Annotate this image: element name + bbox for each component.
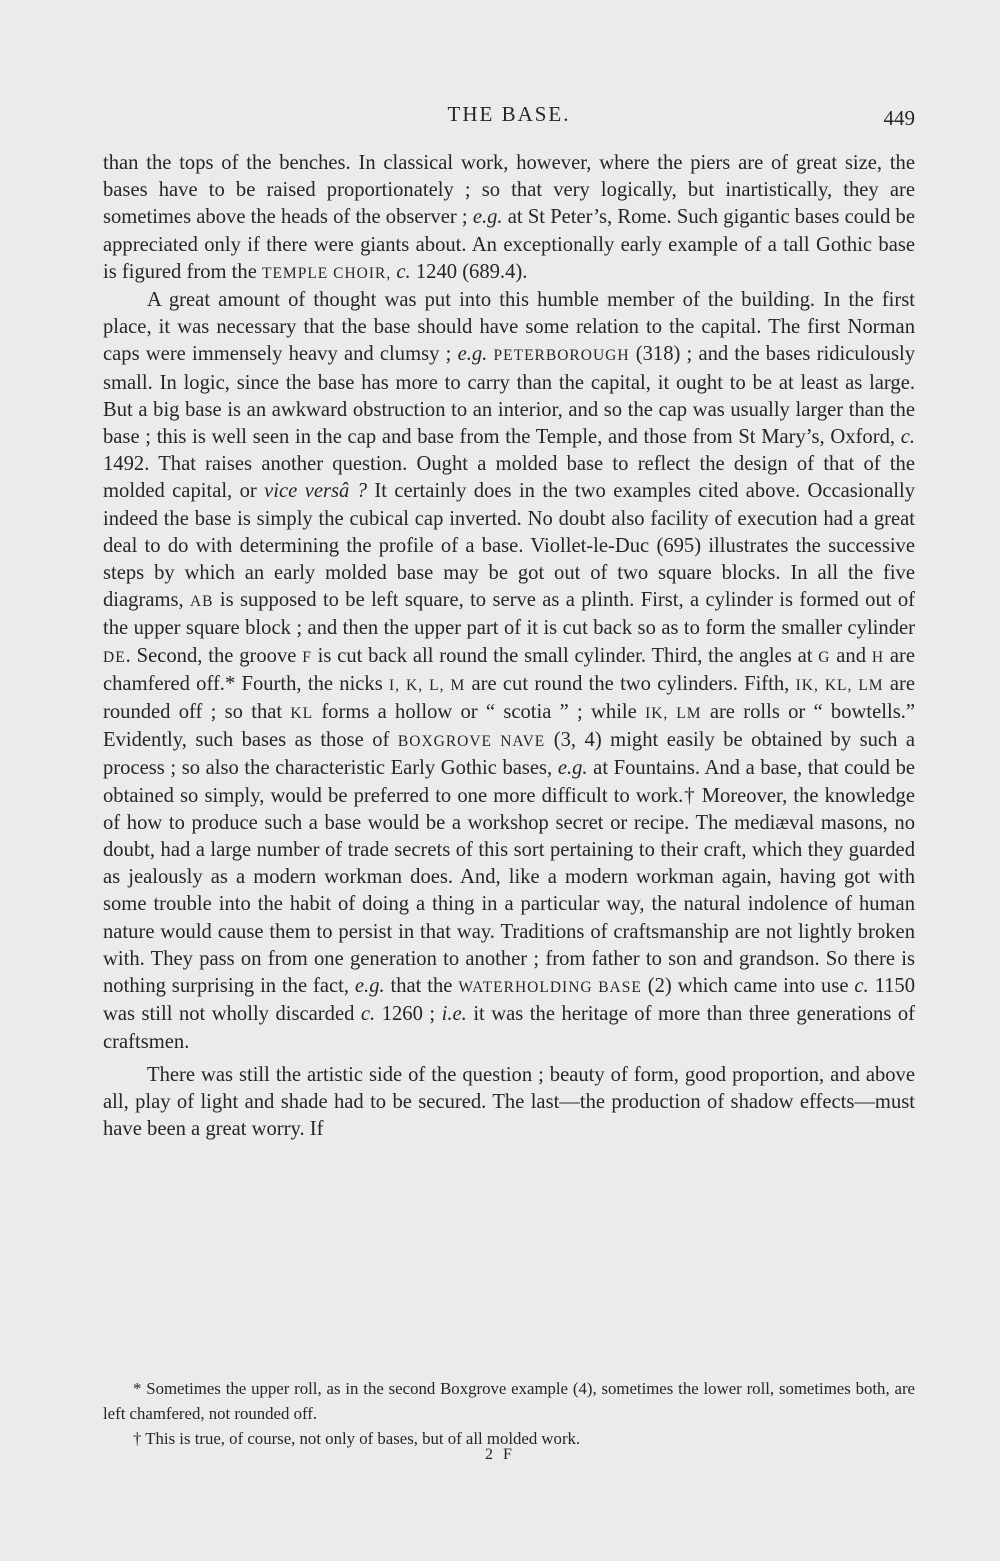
text-run: . Second, the groove bbox=[125, 644, 303, 667]
small-caps-text: F bbox=[302, 648, 312, 666]
text-run: is cut back all round the small cylinder. Third, the angles at bbox=[311, 644, 819, 667]
text-run: than the tops of the benches. In classical work, however, where the piers are of great size, the bases have to be raised proportionately ; so that very logically, but inartistically, they are sometimes above the heads of the observer ; bbox=[103, 152, 915, 229]
small-caps-text: IK, LM bbox=[645, 705, 702, 723]
page-number: 449 bbox=[883, 106, 915, 130]
italic-text: c. bbox=[854, 975, 869, 998]
text-run: (318) ; and the bases ridiculously small. In logic, since the base has more to carry than the capital, it ought to be at least as large. But a big base is an awkward obstruction to an interior, and so the cap was usually larger than the base ; this is well seen in the cap and base from the Temple, and those from St Mary’s, Oxford, bbox=[103, 343, 915, 449]
small-caps-text: DE bbox=[103, 648, 126, 666]
text-run: † This is true, of course, not only of bases, but of all molded work. bbox=[133, 1429, 581, 1448]
text-run: (3, 4) might easily be obtained by such a process ; so also the characteristic Early Gothic bases, bbox=[103, 729, 915, 780]
text-run: at Fountains. And a base, that could be obtained so simply, would be preferred to one more difficult to work.† Moreover, the knowledge of how to produce such a base would be a workshop secret or recipe. The mediæval masons, no doubt, had a large number of trade secrets of this sort pertaining to their craft, which they guarded as jealously as a modern workman does. And, like a modern workman again, having got with some trouble into the habit of doing a thing in a particular way, the natural indolence of human nature would cause them to persist in that way. Traditions of craftsmanship are not lightly broken with. They pass on from one generation to another ; from father to son and grandson. So there is nothing surprising in the fact, bbox=[103, 757, 916, 998]
italic-text: e.g. bbox=[354, 975, 385, 998]
running-head bbox=[103, 102, 915, 134]
text-run: at St Peter’s, Rome. Such gigantic bases could be appreciated only if there were giants about. An exceptionally early example of a tall Gothic base is figured from the bbox=[103, 206, 915, 283]
text-run: is supposed to be left square, to serve as a plinth. First, a cylinder is formed out of the upper square block ; and then the upper part of it is cut back so as to form the smaller cylinder bbox=[103, 589, 915, 640]
small-caps-text: IK, KL, LM bbox=[795, 676, 884, 694]
text-run: are chamfered off.* Fourth, the nicks bbox=[103, 644, 916, 695]
small-caps-text: G bbox=[818, 648, 831, 666]
small-caps-text: BOXGROVE NAVE bbox=[397, 733, 546, 751]
small-caps-text: I, K, L, M bbox=[389, 676, 466, 694]
body-text bbox=[103, 150, 915, 1143]
signature-mark: 2 F bbox=[485, 1446, 515, 1463]
text-run: are rolls or “ bowtells.” Evidently, such bases as those of bbox=[103, 701, 916, 752]
text-run: 1492. That raises another question. Ought a molded base to reflect the design of that of the molded capital, or bbox=[103, 453, 915, 503]
footnote-1 bbox=[103, 1376, 915, 1426]
small-caps-text: WATERHOLDING BASE bbox=[458, 979, 642, 997]
text-run: are rounded off ; so that bbox=[103, 672, 916, 724]
small-caps-text: AB bbox=[189, 593, 214, 611]
italic-text: i.e. bbox=[441, 1003, 467, 1026]
paragraph-3 bbox=[103, 1062, 915, 1144]
text-run: that the bbox=[384, 975, 459, 998]
small-caps-text: PETERBOROUGH bbox=[493, 347, 630, 365]
text-run: It certainly does in the two examples cited above. Occasionally indeed the base is simply the cubical cap inverted. No doubt also facility of execution had a great deal to do with determining the profile of a base. Viollet-le-Duc (695) illustrates the successive steps by which an early molded base may be got out of two square blocks. In all the five diagrams, bbox=[103, 480, 916, 612]
small-caps-text: KL bbox=[290, 705, 314, 723]
text-run: 1150 was still not wholly discarded bbox=[103, 975, 915, 1026]
text-run: There was still the artistic side of the question ; beauty of form, good proportion, and above all, play of light and shade had to be secured. The last—the production of shadow effects—must have been a great worry. If bbox=[103, 1063, 915, 1141]
italic-text: c. bbox=[360, 1003, 376, 1026]
text-run: * Sometimes the upper roll, as in the second Boxgrove example (4), sometimes the lower roll, sometimes both, are left chamfered, not rounded off. bbox=[103, 1379, 915, 1423]
small-caps-text: H bbox=[871, 648, 885, 666]
italic-text: c. bbox=[396, 260, 411, 283]
running-title: THE BASE. bbox=[447, 102, 571, 126]
paragraph-2 bbox=[103, 287, 915, 1056]
italic-text: vice versâ ? bbox=[264, 480, 367, 503]
text-run: forms a hollow or “ scotia ” ; while bbox=[313, 701, 646, 724]
text-run: (2) which came into use bbox=[641, 975, 855, 998]
italic-text: c. bbox=[900, 426, 915, 449]
text-run: are cut round the two cylinders. Fifth, bbox=[465, 672, 796, 695]
text-run: it was the heritage of more than three generations of craftsmen. bbox=[103, 1003, 915, 1053]
footnotes bbox=[103, 1376, 915, 1451]
text-run: 1260 ; bbox=[375, 1003, 442, 1026]
small-caps-text: TEMPLE CHOIR, bbox=[262, 264, 392, 282]
text-run: 1240 (689.4). bbox=[410, 260, 528, 283]
text-run: A great amount of thought was put into this humble member of the building. In the first place, it was necessary that the base should have some relation to the capital. The first Norman caps were immensely heavy and clumsy ; bbox=[103, 289, 915, 366]
paragraph-1 bbox=[103, 150, 915, 287]
italic-text: e.g. bbox=[557, 757, 588, 780]
text-run: and bbox=[830, 644, 872, 667]
italic-text: e.g. bbox=[457, 343, 488, 366]
italic-text: e.g. bbox=[472, 206, 503, 229]
